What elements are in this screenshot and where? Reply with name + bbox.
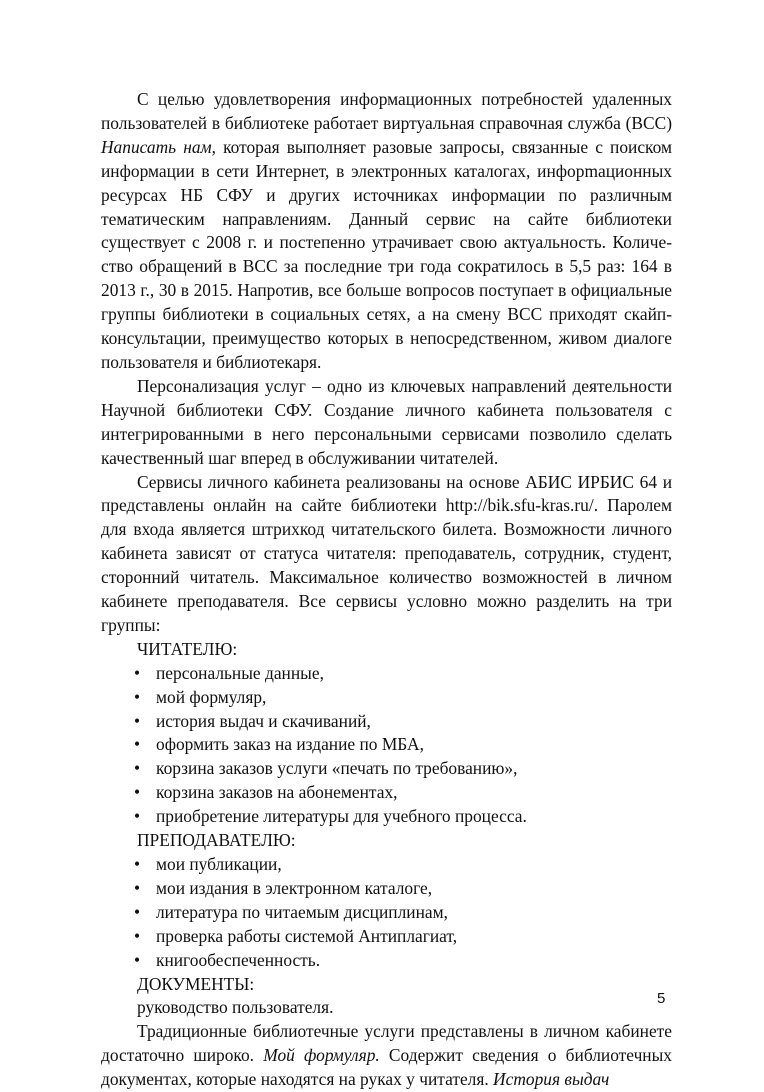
paragraph-vss bbox=[101, 88, 672, 375]
text-run: Содержит сведения о библиотечных документах, которые находятся на руках у читателя. bbox=[101, 1045, 672, 1090]
group-heading-reader: ЧИТАТЕЛЮ: bbox=[137, 638, 238, 659]
text-run: Традиционные библиотечные услуги представлены в личном кабинете достаточно широко. bbox=[101, 1021, 672, 1066]
list-item: • корзина заказов на абонементах, bbox=[101, 781, 672, 805]
list-item: • мои публикации, bbox=[101, 853, 672, 877]
list-item: • мои издания в электронном каталоге, bbox=[101, 877, 672, 901]
paragraph-personalization: Персонализация услуг – одно из ключевых направлений деятельности Научной библиотеки СФУ. Создание личного кабинета пользователя с интегрированными в него персональными сервисами позволило сделать качественный шаг вперед в обслуживании читателей. bbox=[101, 375, 672, 468]
list-item: • литература по читаемым дисциплинам, bbox=[101, 901, 672, 925]
list-item: • оформить заказ на издание по МБА, bbox=[101, 733, 672, 757]
text-run: , которая выполняет разовые запросы, связанные с поиском информации в сети Интернет, в электронных каталогах, инфорmационных ресурсах НБ СФУ и других источниках информации по различным тематическим направлениям. Данный сервис на сайте библиотеки существует с 2008 г. и постепенно утрачивает свою актуальность. Количество обращений в ВСС за последние три года сократилось в 5,5 раз: 164 в 2013 г., 30 в 2015. Напротив, все больше вопросов поступает в официальные группы библиотеки в социальных сетях, а на смену ВСС приходят скайп-консультации, преимущество которых в непосредственном, живом диалоге пользователя и библиотекаря. bbox=[101, 136, 672, 372]
service-name-italic: Написать нам bbox=[101, 136, 212, 157]
group-heading-documents: ДОКУМЕНТЫ: bbox=[137, 973, 255, 994]
list-item: • история выдач и скачиваний, bbox=[101, 710, 672, 734]
page-number: 5 bbox=[657, 990, 666, 1007]
documents-item: руководство пользователя. bbox=[137, 997, 334, 1018]
text-run: С целью удовлетворения информационных потребностей удаленных пользователей в библиотеке работает виртуальная справочная служба (ВСС) bbox=[101, 89, 672, 133]
list-item: • корзина заказов услуги «печать по требованию», bbox=[101, 757, 672, 781]
paragraph-services: Сервисы личного кабинета реализованы на основе АБИС ИРБИС 64 и представлены онлайн на сайте библиотеки http://bik.sfu-kras.ru/. Паролем для входа является штрихкод читательского билета. Возможности личного кабинета зависят от статуса читателя: преподаватель, сотрудник, студент, сторонний читатель. Максимальное количество возможностей в личном кабинете преподавателя. Все сервисы условно можно разделить на три группы: bbox=[101, 471, 672, 635]
reader-services-list bbox=[101, 662, 672, 829]
list-item: • мой формуляр, bbox=[101, 686, 672, 710]
list-item: • приобретение литературы для учебного процесса. bbox=[101, 805, 672, 829]
service-name-italic: Мой формуляр. bbox=[263, 1045, 380, 1066]
document-page bbox=[101, 88, 672, 1092]
group-heading-teacher: ПРЕПОДАВАТЕЛЮ: bbox=[137, 830, 296, 851]
service-name-italic: История выдач bbox=[493, 1069, 610, 1090]
list-item: • проверка работы системой Антиплагиат, bbox=[101, 925, 672, 949]
paragraph-traditional bbox=[101, 1020, 672, 1092]
teacher-services-list bbox=[101, 853, 672, 973]
list-item: • книгообеспеченность. bbox=[101, 949, 672, 973]
list-item: • персональные данные, bbox=[101, 662, 672, 686]
